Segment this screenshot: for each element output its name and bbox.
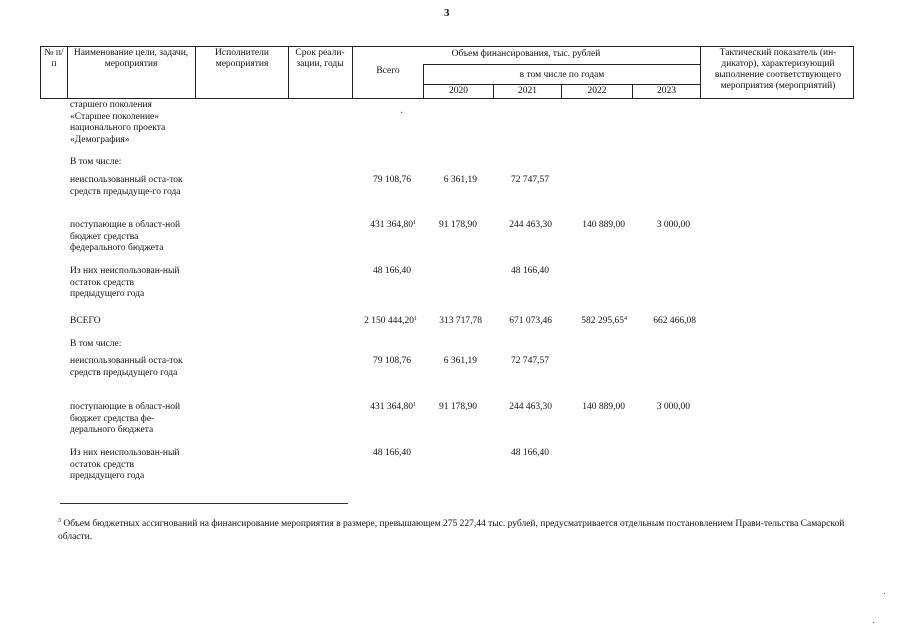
col-border-2	[195, 46, 196, 98]
scan-speck: ·	[400, 108, 404, 119]
row-2023: 662 466,08	[653, 316, 696, 326]
header-total: Всего	[376, 66, 400, 76]
row-name: неиспользованный оста-ток средств предыдуще-го года	[70, 175, 183, 197]
col-border-4	[352, 46, 353, 98]
header-year-2023: 2023	[657, 86, 676, 96]
col-border-0	[40, 46, 41, 98]
footnote	[58, 518, 858, 544]
row-name-total: ВСЕГО	[70, 316, 101, 326]
footnote-text: Объем бюджетных ассигнований на финансирование мероприятия в размере, превышающем 275 227,44 тыс. рублей, предусматривается отдельным постановлением Прави-тельства Самарской области.	[58, 519, 845, 542]
row-2020: 91 178,90	[439, 402, 477, 412]
row-name: В том числе:	[70, 157, 122, 167]
row-name: Из них неиспользован-ный остаток средств предыдущего года	[70, 448, 180, 481]
table-header-bottom	[40, 98, 854, 99]
years-header-divider	[423, 64, 700, 65]
scan-speck: ˙	[883, 592, 887, 603]
header-executors: Исполнители мероприятия	[215, 48, 269, 69]
row-total: 79 108,76	[373, 356, 411, 366]
row-2021: 72 747,57	[511, 175, 549, 185]
table-top-border	[40, 46, 854, 47]
col-border-9	[700, 46, 701, 98]
row-total: 431 364,80$^1$	[370, 402, 416, 412]
row-2021: 48 166,40	[511, 266, 549, 276]
row-name: неиспользованный оста-ток средств предыдущего года	[70, 356, 183, 378]
row-2020: 313 717,78	[439, 316, 482, 326]
row-total: 48 166,40	[373, 448, 411, 458]
header-number: № п/п	[44, 48, 64, 69]
header-year-2020: 2020	[449, 86, 468, 96]
header-term: Срок реали-зации, годы	[295, 48, 345, 69]
row-2023: 3 000,00	[656, 220, 690, 230]
header-year-2021: 2021	[518, 86, 537, 96]
row-2020: 91 178,90	[439, 220, 477, 230]
scan-speck: ·	[872, 618, 876, 629]
footnote-separator	[60, 503, 348, 504]
header-year-2022: 2022	[587, 86, 607, 96]
page-number: 3	[444, 7, 450, 19]
row-name: Из них неиспользован-ный остаток средств предыдущего года	[70, 266, 180, 299]
col-border-10	[853, 46, 854, 98]
row-total: 431 364,80$^1$	[370, 220, 416, 230]
col-border-1	[67, 46, 68, 98]
row-name: В том числе:	[70, 339, 122, 349]
footnote-marker: 3	[58, 518, 61, 524]
header-indicator: Тактический показатель (ин-дикатор), характеризующий выполнение соответствующего мероприятия (мероприятий)	[714, 48, 842, 91]
row-2022: 140 889,00	[582, 220, 625, 230]
row-total: 79 108,76	[373, 175, 411, 185]
row-total: 48 166,40	[373, 266, 411, 276]
row-2021: 48 166,40	[511, 448, 549, 458]
col-border-3	[288, 46, 289, 98]
row-2021: 244 463,30	[509, 402, 552, 412]
row-name: старшего поколения «Старшее поколение» национального проекта «Демография»	[70, 100, 166, 145]
row-2022: 140 889,00	[582, 402, 625, 412]
header-name: Наименование цели, задачи, мероприятия	[73, 48, 189, 69]
row-total: 2 150 444,20$^1$	[364, 316, 417, 326]
row-2021: 244 463,30	[509, 220, 552, 230]
row-2021: 72 747,57	[511, 356, 549, 366]
header-financing: Объем финансирования, тыс. рублей	[451, 49, 601, 59]
row-2021: 671 073,46	[509, 316, 552, 326]
row-2022: 582 295,65$^4$	[581, 316, 627, 326]
row-name: поступающие в област-ной бюджет средства фе-дерального бюджета	[70, 402, 181, 435]
row-2023: 3 000,00	[656, 402, 690, 412]
row-2020: 6 361,19	[443, 356, 477, 366]
row-name: поступающие в област-ной бюджет средства федерального бюджета	[70, 220, 181, 253]
header-by-years: в том числе по годам	[519, 70, 605, 80]
row-2020: 6 361,19	[443, 175, 477, 185]
